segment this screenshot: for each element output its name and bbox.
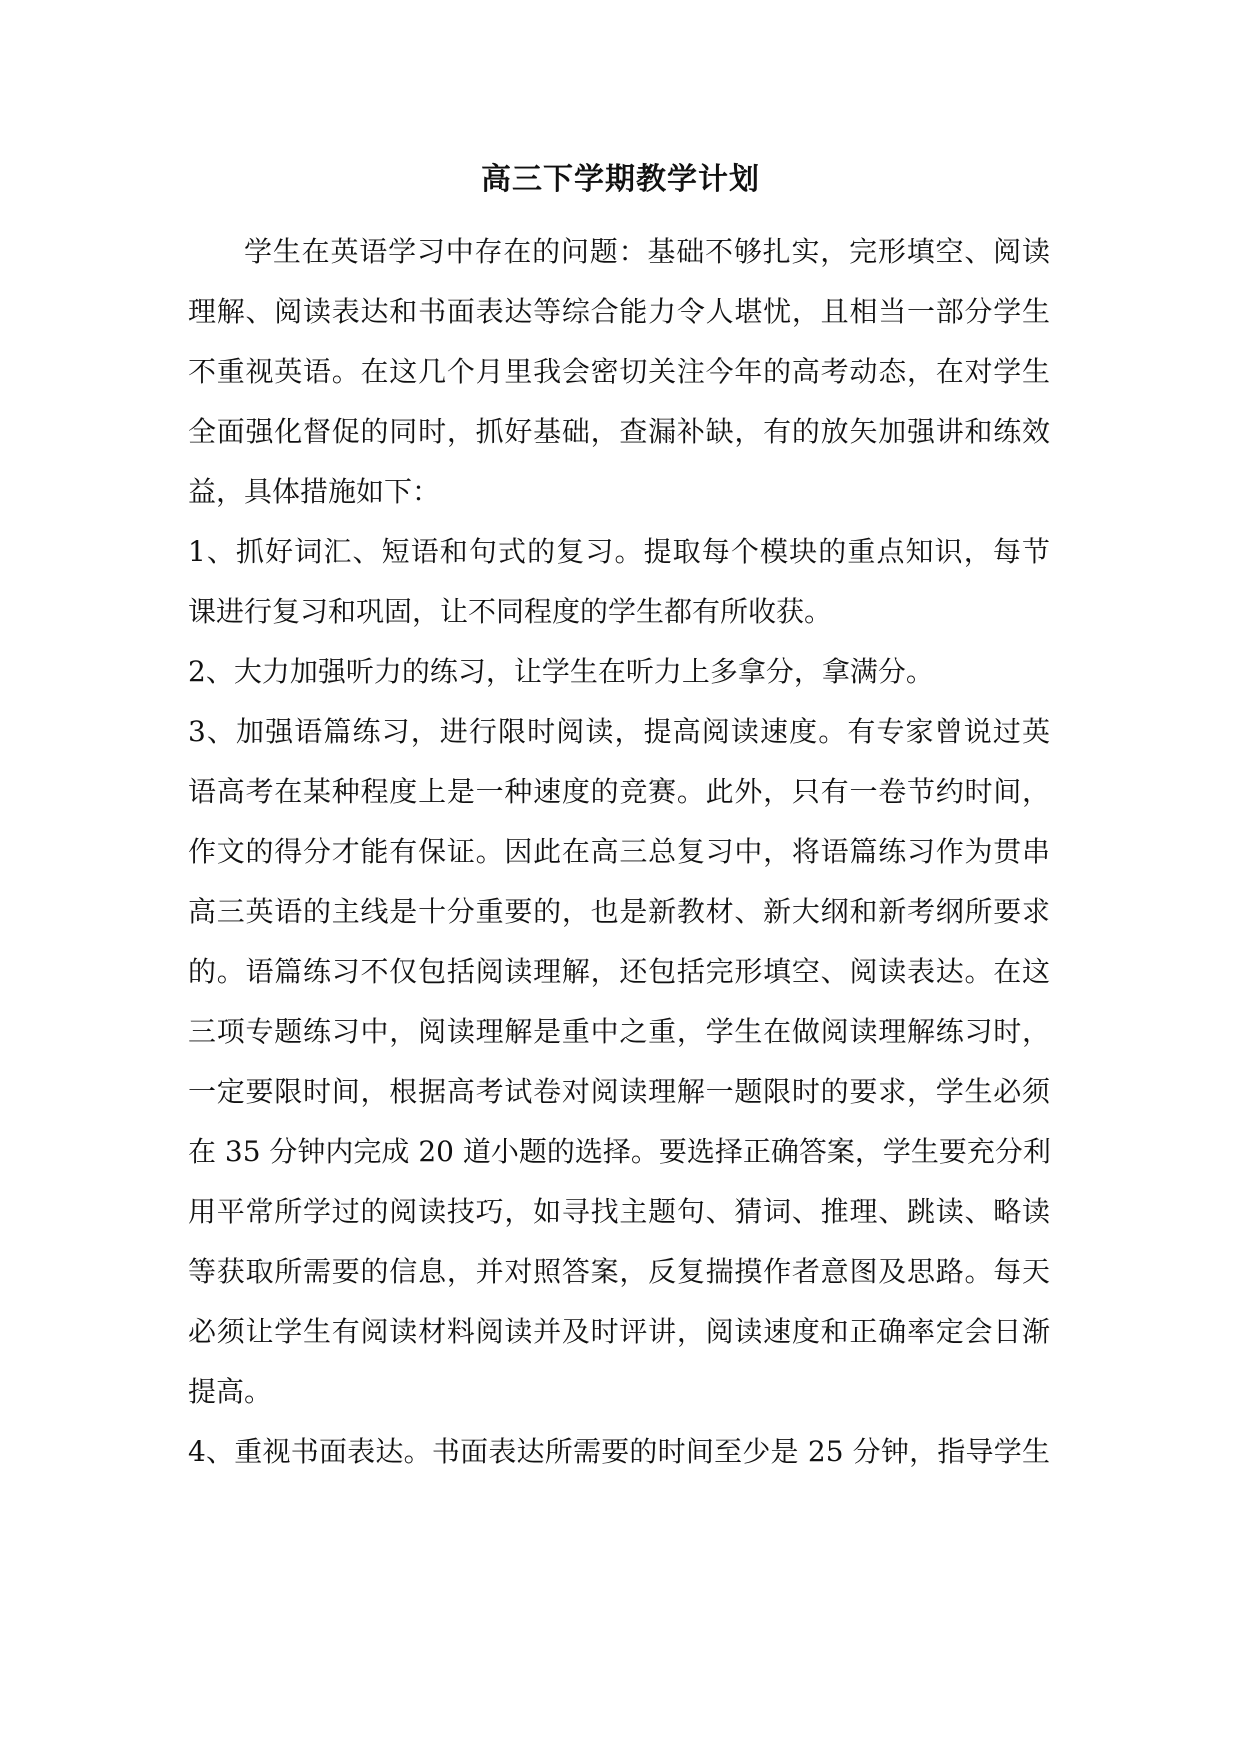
text-line: 在 35 分钟内完成 20 道小题的选择。要选择正确答案，学生要充分利 bbox=[188, 1135, 1051, 1168]
text-line: 一定要限时间，根据高考试卷对阅读理解一题限时的要求，学生必须 bbox=[188, 1075, 1050, 1108]
text-line: 高三英语的主线是十分重要的，也是新教材、新大纲和新考纲所要求 bbox=[188, 895, 1050, 928]
text-line: 不重视英语。在这几个月里我会密切关注今年的高考动态，在对学生 bbox=[188, 355, 1050, 388]
document-body bbox=[188, 222, 1050, 1482]
paragraph-item-3 bbox=[188, 702, 1050, 1422]
paragraph-intro bbox=[188, 222, 1050, 522]
text-line: 2、大力加强听力的练习，让学生在听力上多拿分，拿满分。 bbox=[188, 655, 934, 688]
text-line: 等获取所需要的信息，并对照答案，反复揣摸作者意图及思路。每天 bbox=[188, 1255, 1050, 1288]
text-line: 语高考在某种程度上是一种速度的竞赛。此外，只有一卷节约时间， bbox=[188, 775, 1050, 808]
text-line: 全面强化督促的同时，抓好基础，查漏补缺，有的放矢加强讲和练效 bbox=[188, 415, 1050, 448]
text-line: 课进行复习和巩固，让不同程度的学生都有所收获。 bbox=[188, 595, 833, 628]
text-line: 4、重视书面表达。书面表达所需要的时间至少是 25 分钟，指导学生 bbox=[188, 1435, 1050, 1468]
document-title: 高三下学期教学计划 bbox=[481, 162, 760, 197]
text-line: 益，具体措施如下： bbox=[188, 475, 441, 508]
text-line: 三项专题练习中，阅读理解是重中之重，学生在做阅读理解练习时， bbox=[188, 1015, 1050, 1048]
text-line: 的。语篇练习不仅包括阅读理解，还包括完形填空、阅读表达。在这 bbox=[188, 955, 1050, 988]
paragraph-item-1 bbox=[188, 522, 1050, 642]
paragraph-item-2 bbox=[188, 642, 1050, 702]
text-line: 作文的得分才能有保证。因此在高三总复习中，将语篇练习作为贯串 bbox=[188, 835, 1050, 868]
text-line: 用平常所学过的阅读技巧，如寻找主题句、猜词、推理、跳读、略读 bbox=[188, 1195, 1050, 1228]
text-line: 必须让学生有阅读材料阅读并及时评讲，阅读速度和正确率定会日渐 bbox=[188, 1315, 1050, 1348]
paragraph-item-4 bbox=[188, 1422, 1050, 1482]
text-line: 1、抓好词汇、短语和句式的复习。提取每个模块的重点知识，每节 bbox=[188, 535, 1050, 568]
text-line: 理解、阅读表达和书面表达等综合能力令人堪忧，且相当一部分学生 bbox=[188, 295, 1050, 328]
text-line: 3、加强语篇练习，进行限时阅读，提高阅读速度。有专家曾说过英 bbox=[188, 715, 1050, 748]
text-line: 学生在英语学习中存在的问题：基础不够扎实，完形填空、阅读 bbox=[244, 235, 1050, 268]
text-line: 提高。 bbox=[188, 1375, 273, 1408]
